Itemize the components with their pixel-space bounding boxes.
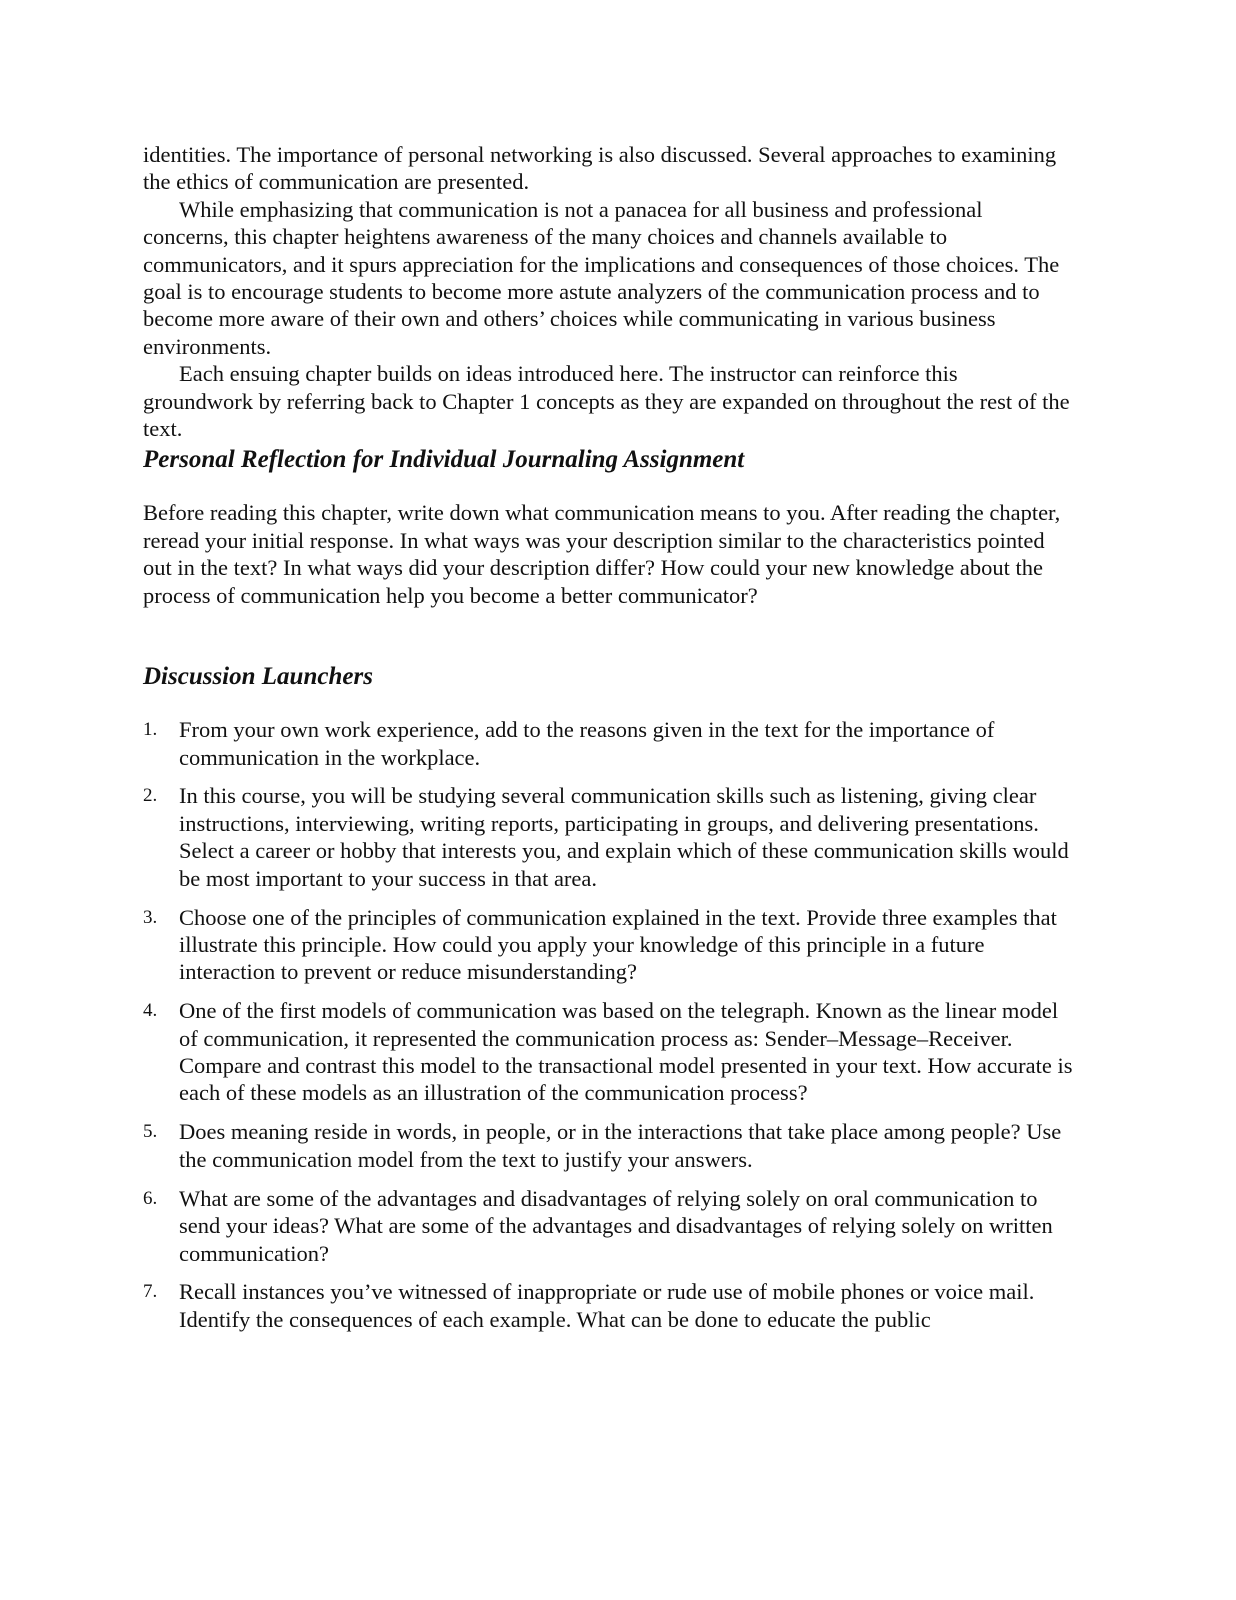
list-item-text: In this course, you will be studying several communication skills such as listening, giving clear instructions, interviewing, writing reports, participating in groups, and delivering presentations. Select a career or hobby that interests you, and explain which of these communication skills would be most important to your success in that area. — [179, 783, 1069, 891]
list-number: 2. — [143, 785, 158, 807]
list-number: 4. — [143, 1000, 158, 1022]
list-item-text: Does meaning reside in words, in people, or in the interactions that take place among people? Use the communication model from the text to justify your answers. — [179, 1119, 1062, 1172]
discussion-item-2 — [143, 782, 1073, 892]
intro-paragraph-2: While emphasizing that communication is not a panacea for all business and professional concerns, this chapter heightens awareness of the many choices and channels available to communicators, and it spurs appreciation for the implications and consequences of those choices. The goal is to encourage students to become more astute analyzers of the communication process and to become more aware of their own and others’ choices while communicating in various business environments. — [143, 196, 1060, 359]
discussion-item-4 — [143, 997, 1073, 1107]
reflection-heading: Personal Reflection for Individual Journaling Assignment — [143, 446, 745, 474]
list-item-text: Choose one of the principles of communication explained in the text. Provide three examples that illustrate this principle. How could you apply your knowledge of this principle in a future interaction to prevent or reduce misunderstanding? — [179, 904, 1057, 985]
discussion-item-3 — [143, 904, 1073, 986]
discussion-heading: Discussion Launchers — [143, 663, 373, 691]
list-number: 1. — [143, 719, 158, 741]
list-item-text: From your own work experience, add to the reasons given in the text for the importance of communication in the workplace. — [179, 717, 995, 770]
reflection-body: Before reading this chapter, write down what communication means to you. After reading the chapter, reread your initial response. In what ways was your description similar to the characteristics pointed out in the text? In what ways did your description differ? How could your new knowledge about the process of communication help you become a better communicator? — [143, 500, 1061, 608]
discussion-item-1 — [143, 716, 1073, 771]
document-page — [143, 141, 1073, 1345]
list-number: 6. — [143, 1187, 158, 1209]
list-item-text: What are some of the advantages and disadvantages of relying solely on oral communication to send your ideas? What are some of the advantages and disadvantages of relying solely on written communication? — [179, 1185, 1053, 1266]
discussion-item-7 — [143, 1278, 1073, 1333]
list-item-text: One of the first models of communication was based on the telegraph. Known as the linear model of communication, it represented the communication process as: Sender–Message–Receiver. Compare and contrast this model to the transactional model presented in your text. How accurate is each of these models as an illustration of the communication process? — [179, 998, 1073, 1106]
list-item-text: Recall instances you’ve witnessed of inappropriate or rude use of mobile phones or voice mail. Identify the consequences of each example. What can be done to educate the public — [179, 1279, 1035, 1332]
intro-paragraph-1: identities. The importance of personal networking is also discussed. Several approaches to examining the ethics of communication are presented. — [143, 142, 1057, 195]
list-number: 3. — [143, 906, 158, 928]
discussion-list — [143, 716, 1073, 1333]
intro-paragraph-3: Each ensuing chapter builds on ideas introduced here. The instructor can reinforce this groundwork by referring back to Chapter 1 concepts as they are expanded on throughout the rest of the text. — [143, 361, 1070, 442]
list-number: 5. — [143, 1121, 158, 1143]
discussion-item-6 — [143, 1185, 1073, 1267]
list-number: 7. — [143, 1281, 158, 1303]
discussion-item-5 — [143, 1118, 1073, 1173]
